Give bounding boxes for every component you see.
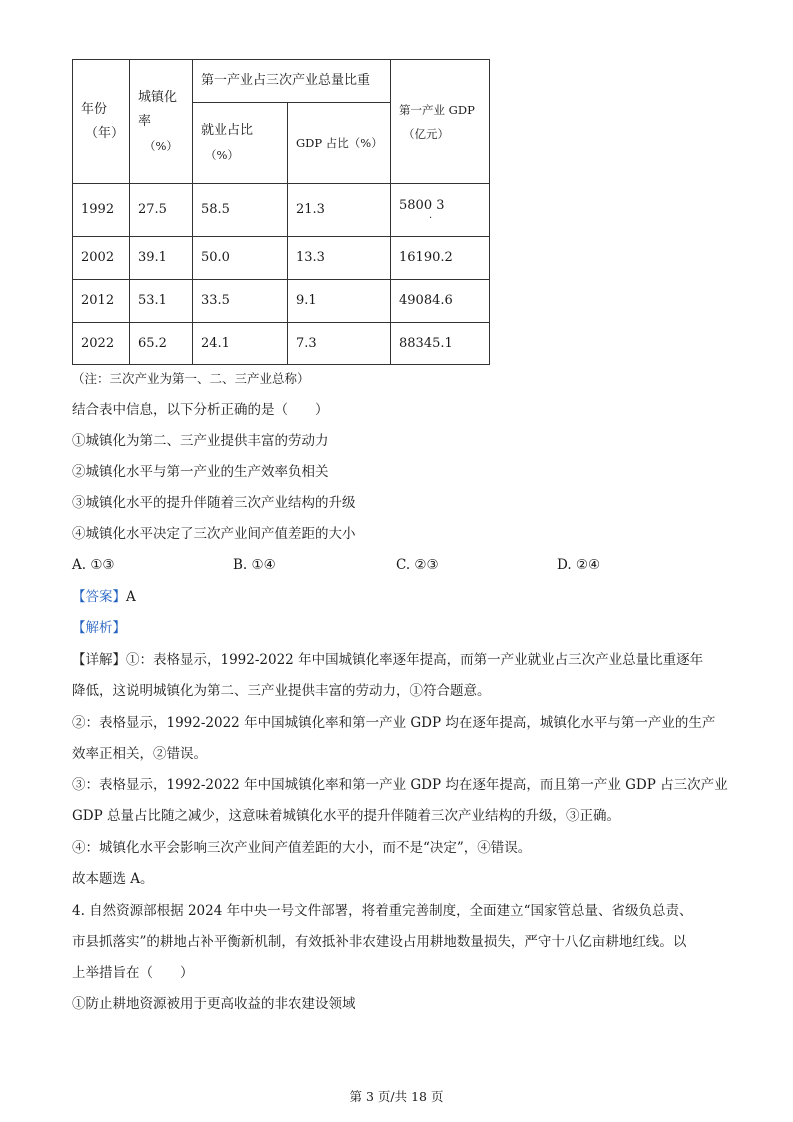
cell-gdp-share: 9.1 — [288, 280, 391, 323]
q4-line: 4. 自然资源部根据 2024 年中央一号文件部署，将着重完善制度，全面建立“国家管总量、省级负总责、 — [72, 903, 693, 919]
cell-gdp-share: 21.3 — [288, 184, 391, 237]
question-text: 结合表中信息，以下分析正确的是（ ） — [72, 402, 329, 418]
cell-year: 1992 — [73, 184, 130, 237]
statement-1: ①城镇化为第二、三产业提供丰富的劳动力 — [72, 433, 329, 449]
header-gdp-share: GDP 占比（%） — [288, 103, 391, 184]
table-row — [73, 184, 490, 237]
table-row — [73, 323, 490, 365]
statement-3: ③城镇化水平的提升伴随着三次产业结构的升级 — [72, 495, 356, 511]
data-table — [72, 59, 490, 365]
header-employment-share: 就业占比 （%） — [193, 103, 288, 184]
cell-employment: 33.5 — [193, 280, 288, 323]
option-b: B. ①④ — [233, 557, 276, 573]
explanation-line: 【详解】①：表格显示，1992-2022 年中国城镇化率逐年提高，而第一产业就业占三次产业总量比重逐年 — [72, 652, 704, 668]
explanation-line: 效率正相关，②错误。 — [72, 746, 207, 762]
header-year: 年份 （年） — [73, 60, 130, 184]
analysis-tag: 【解析】 — [72, 620, 126, 636]
table-row — [73, 237, 490, 280]
cell-employment: 58.5 — [193, 184, 288, 237]
answer-value: A — [126, 589, 136, 605]
cell-gdp: 88345.1 — [391, 323, 490, 365]
q4-line: 市县抓落实”的耕地占补平衡新机制，有效抵补非农建设占用耕地数量损失，严守十八亿亩耕地红线。以 — [72, 934, 687, 950]
table-note: （注：三次产业为第一、二、三产业总称） — [72, 371, 310, 386]
statement-4: ④城镇化水平决定了三次产业间产值差距的大小 — [72, 526, 356, 542]
cell-urbanization: 27.5 — [130, 184, 193, 237]
cell-gdp: 5800 3 · — [391, 184, 490, 237]
header-primary-gdp: 第一产业 GDP （亿元） — [391, 60, 490, 184]
explanation-line: 降低，这说明城镇化为第二、三产业提供丰富的劳动力，①符合题意。 — [72, 683, 491, 699]
explanation-line: GDP 总量占比随之减少，这意味着城镇化水平的提升伴随着三次产业结构的升级，③正确。 — [72, 808, 620, 824]
cell-employment: 50.0 — [193, 237, 288, 280]
explanation-line: ②：表格显示，1992-2022 年中国城镇化率和第一产业 GDP 均在逐年提高，城镇化水平与第一产业的生产 — [72, 715, 716, 731]
explanation-line: ④：城镇化水平会影响三次产业间产值差距的大小，而不是“决定”，④错误。 — [72, 840, 532, 856]
header-urbanization: 城镇化 率 （%） — [130, 60, 193, 184]
cell-gdp: 16190.2 — [391, 237, 490, 280]
cell-year: 2012 — [73, 280, 130, 323]
answer-line — [72, 587, 136, 607]
explanation-line: 故本题选 A。 — [72, 871, 154, 887]
cell-gdp: 49084.6 — [391, 280, 490, 323]
cell-gdp-share: 13.3 — [288, 237, 391, 280]
statement-2: ②城镇化水平与第一产业的生产效率负相关 — [72, 464, 329, 480]
cell-year: 2022 — [73, 323, 130, 365]
explanation-line: ③：表格显示，1992-2022 年中国城镇化率和第一产业 GDP 均在逐年提高，而且第一产业 GDP 占三次产业 — [72, 777, 728, 793]
cell-urbanization: 53.1 — [130, 280, 193, 323]
option-c: C. ②③ — [396, 557, 439, 573]
cell-urbanization: 39.1 — [130, 237, 193, 280]
cell-urbanization: 65.2 — [130, 323, 193, 365]
page-footer: 第 3 页/共 18 页 — [349, 1089, 444, 1104]
cell-employment: 24.1 — [193, 323, 288, 365]
table-row — [73, 280, 490, 323]
cell-year: 2002 — [73, 237, 130, 280]
header-primary-share: 第一产业占三次产业总量比重 — [193, 60, 391, 103]
option-a: A. ①③ — [72, 557, 115, 573]
cell-gdp-share: 7.3 — [288, 323, 391, 365]
answer-tag: 【答案】 — [72, 589, 126, 605]
q4-line: ①防止耕地资源被用于更高收益的非农建设领域 — [72, 996, 356, 1012]
q4-line: 上举措旨在（ ） — [72, 965, 194, 981]
option-d: D. ②④ — [557, 557, 601, 573]
